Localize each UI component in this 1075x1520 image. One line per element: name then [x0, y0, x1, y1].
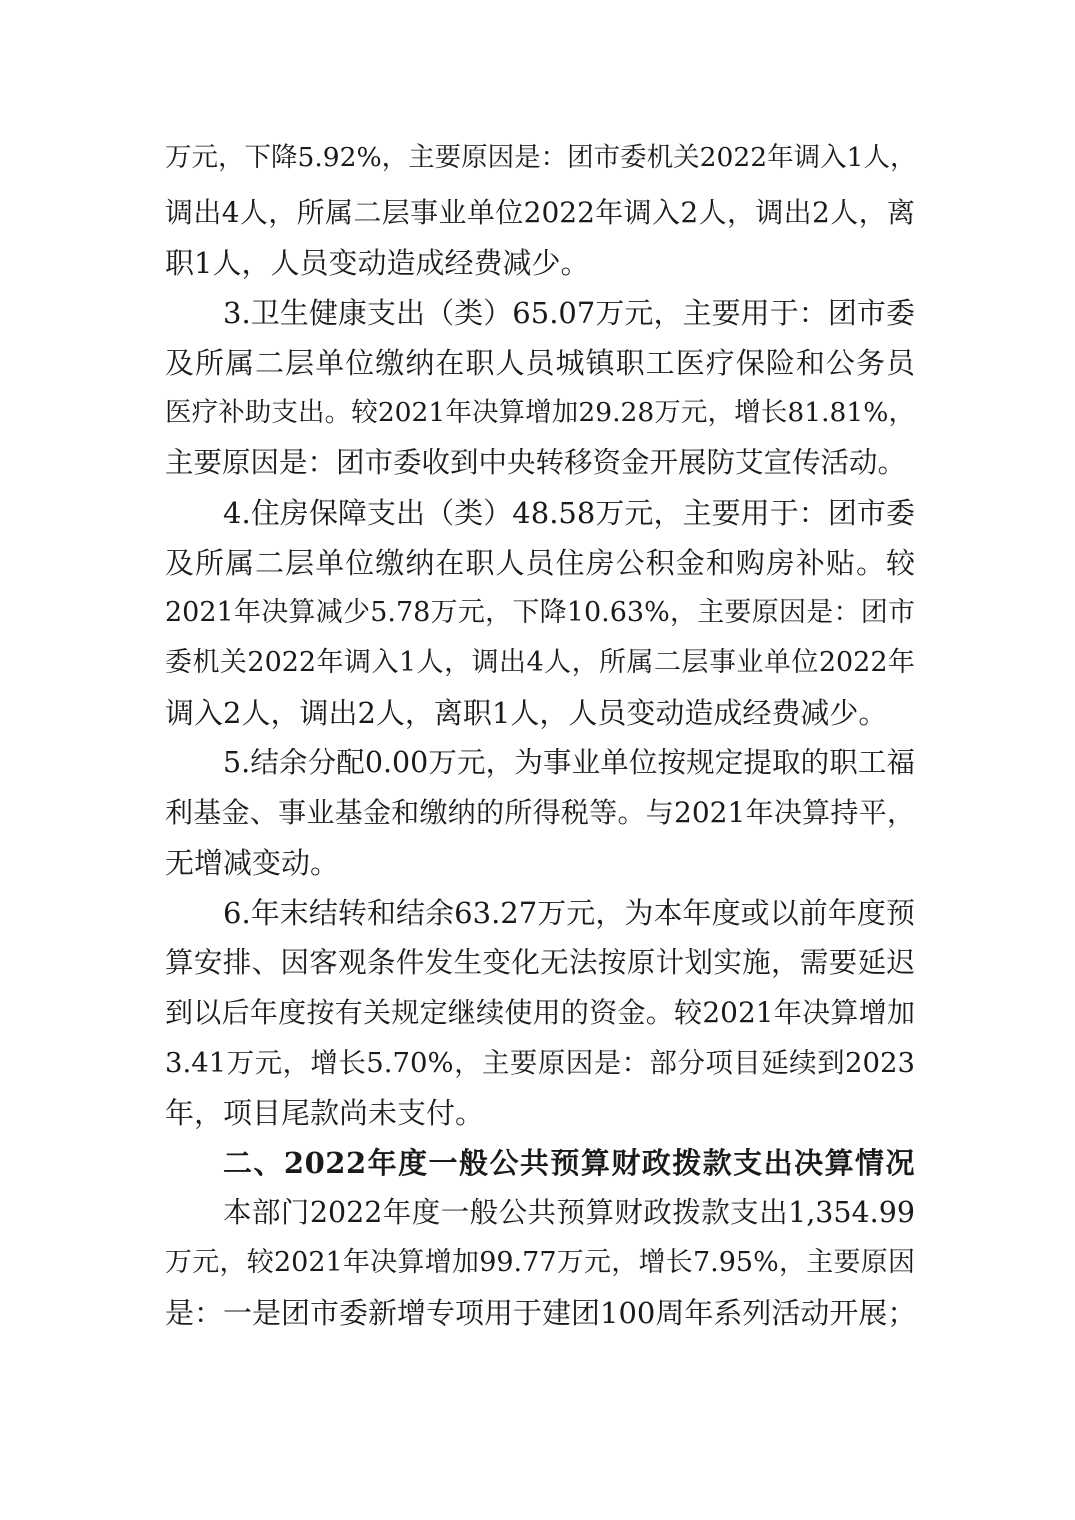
text-line: 主要原因是：团市委收到中央转移资金开展防艾宣传活动。: [165, 446, 907, 479]
text-line: 及所属二层单位缴纳在职人员城镇职工医疗保险和公务员: [165, 346, 915, 380]
text-line: 5.结余分配0.00万元，为事业单位按规定提取的职工福: [223, 746, 915, 779]
text-line: 及所属二层单位缴纳在职人员住房公积金和购房补贴。较: [165, 546, 915, 580]
text-line: 年，项目尾款尚未支付。: [165, 1096, 485, 1130]
text-line: 3.41万元，增长5.70%，主要原因是：部分项目延续到2023: [165, 1047, 915, 1079]
text-line: 无增减变动。: [165, 846, 340, 880]
text-line: 职1人，人员变动造成经费减少。: [165, 246, 590, 280]
text-line: 4.住房保障支出（类）48.58万元，主要用于：团市委: [223, 496, 915, 530]
text-line: 调入2人，调出2人，离职1人，人员变动造成经费减少。: [165, 696, 888, 730]
text-line: 万元，较2021年决算增加99.77万元，增长7.95%，主要原因: [165, 1247, 915, 1278]
text-line: 3.卫生健康支出（类）65.07万元，主要用于：团市委: [223, 296, 915, 330]
text-line: 调出4人，所属二层事业单位2022年调入2人，调出2人，离: [165, 196, 915, 229]
text-line: 算安排、因客观条件发生变化无法按原计划实施，需要延迟: [165, 946, 915, 979]
text-line: 医疗补助支出。较2021年决算增加29.28万元，增长81.81%，: [165, 397, 915, 428]
text-line: 是：一是团市委新增专项用于建团100周年系列活动开展；: [165, 1296, 917, 1330]
text-line: 6.年末结转和结余63.27万元，为本年度或以前年度预: [223, 896, 915, 930]
text-line: 委机关2022年调入1人，调出4人，所属二层事业单位2022年: [165, 647, 915, 678]
section-heading: 二、2022年度一般公共预算财政拨款支出决算情况: [223, 1146, 915, 1180]
text-line: 本部门2022年度一般公共预算财政拨款支出1,354.99: [223, 1196, 915, 1229]
text-line: 万元，下降5.92%，主要原因是：团市委机关2022年调入1人，: [165, 142, 917, 173]
text-line: 2021年决算减少5.78万元，下降10.63%，主要原因是：团市: [165, 597, 915, 628]
text-line: 利基金、事业基金和缴纳的所得税等。与2021年决算持平，: [165, 796, 915, 829]
text-line: 到以后年度按有关规定继续使用的资金。较2021年决算增加: [165, 996, 915, 1029]
